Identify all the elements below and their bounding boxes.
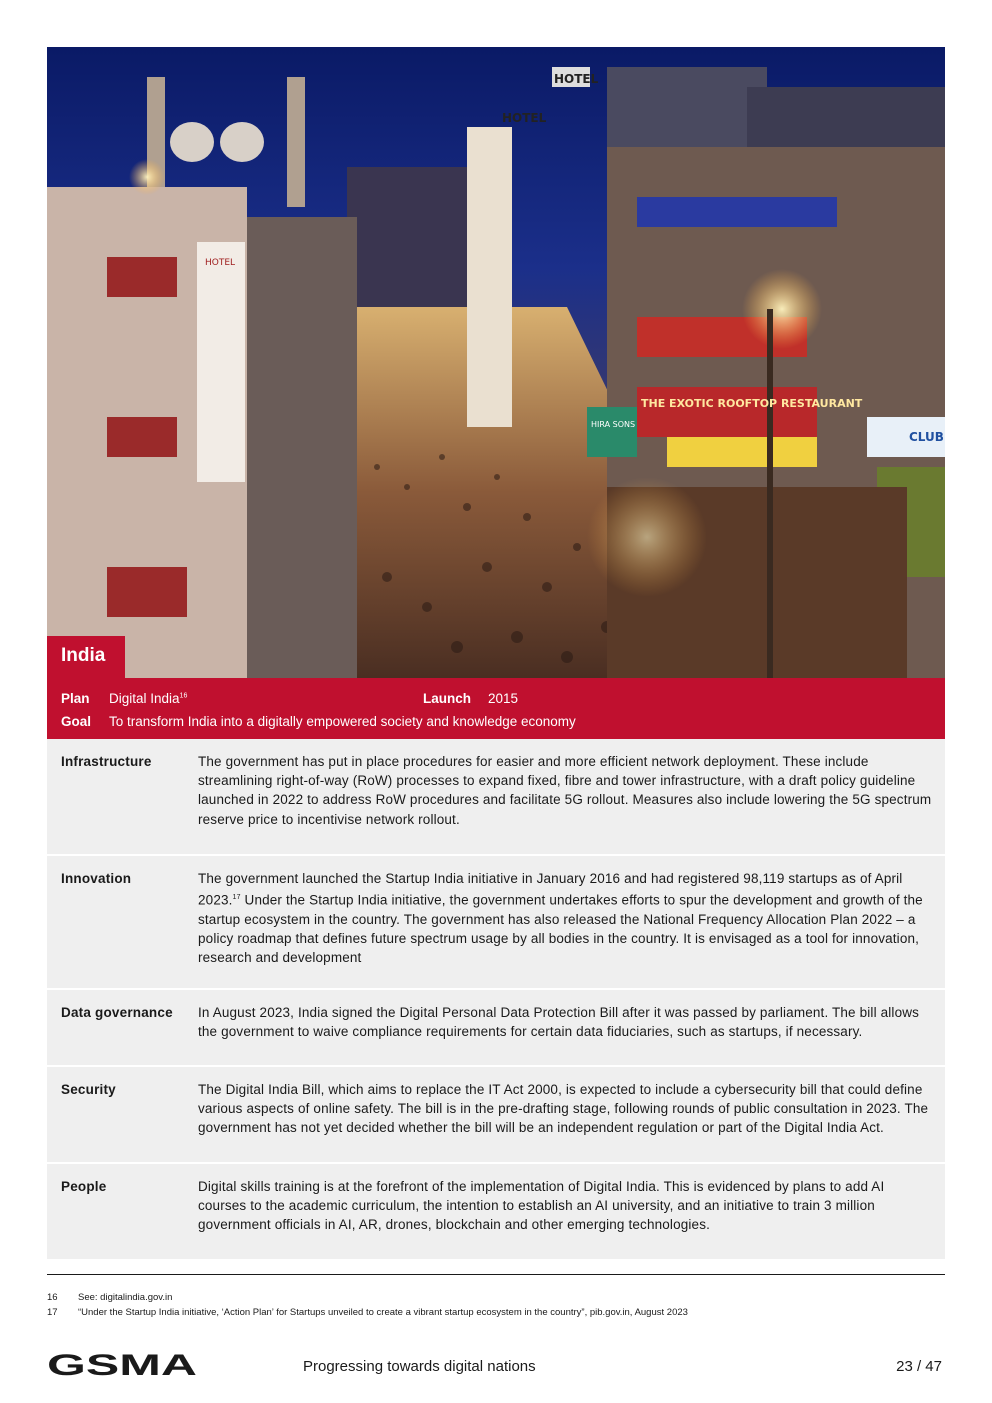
row-text [198, 869, 933, 968]
sign-club: CLUB [909, 430, 944, 444]
footnote-number: 16 [47, 1292, 58, 1303]
row-text: In August 2023, India signed the Digital Personal Data Protection Bill after it was passed by parliament. The bill allows the government to waive compliance requirements for certain data fiduciaries, such as startups, if necessary. [198, 1005, 920, 1040]
row-label: Infrastructure [61, 754, 152, 769]
plan-footnote-ref: 16 [179, 692, 188, 700]
policy-table [47, 739, 945, 1259]
sign-hotel-top: HOTEL [554, 72, 599, 86]
row-label: Security [61, 1082, 116, 1097]
sign-hotel-mid: HOTEL [502, 111, 547, 125]
plan-value [109, 691, 187, 706]
table-row-infrastructure [47, 739, 945, 856]
launch-label: Launch [423, 691, 472, 706]
launch-value: 2015 [488, 691, 519, 706]
row-text: The government has put in place procedures for easier and more efficient network deployment. These include streamlining right-of-way (RoW) processes to expand fixed, fibre and tower infrastructure, with a draft policy guideline launched in 2022 to address RoW procedures and facilitate 5G rollout. Measures also include lowering the 5G spectrum reserve price to incentivise network rollout. [198, 754, 932, 827]
table-row-innovation [47, 856, 945, 990]
row-text: The Digital India Bill, which aims to replace the IT Act 2000, is expected to include a cybersecurity bill that could define various aspects of online safety. The bill is in the pre-drafting stage, following rounds of public consultation in 2023. The government has not yet decided whether the bill will be an independent regulation or part of the Digital India Act. [198, 1082, 929, 1136]
sign-hotel-vertical: HOTEL [205, 258, 236, 268]
country-tag [47, 636, 125, 678]
footnote-text: See: digitalindia.gov.in [78, 1292, 173, 1303]
footnote-ref: 17 [232, 894, 241, 902]
row-label: Data governance [61, 1005, 173, 1020]
footnote-number: 17 [47, 1307, 58, 1318]
street-scene-illustration [47, 47, 945, 678]
footnote-divider [47, 1274, 945, 1275]
plan-label: Plan [61, 691, 90, 706]
footer-title: Progressing towards digital nations [303, 1358, 536, 1375]
gsma-logo [47, 1351, 199, 1382]
footnote-17 [47, 1307, 688, 1319]
table-row-data-governance [47, 990, 945, 1067]
row-text-part: The government launched the Startup India initiative in January 2016 and had registered 98,119 startups as of April 2023. [198, 871, 903, 908]
goal-value: To transform India into a digitally empowered society and knowledge economy [109, 714, 576, 729]
row-label: People [61, 1179, 107, 1194]
footnote-text: “Under the Startup India initiative, ‘Action Plan’ for Startups unveiled to create a vibrant startup ecosystem in the country”, pib.gov.in, August 2023 [78, 1307, 688, 1318]
plan-value-text: Digital India [109, 691, 180, 706]
row-text-part: Under the Startup India initiative, the government undertakes efforts to spur the development and growth of the startup ecosystem in the country. The government has also released the National Frequency Allocation Plan 2022 – a policy roadmap that defines future spectrum usage by all bodies in the country. It is envisaged as a tool for innovation, research and development [198, 892, 923, 966]
footnote-16 [47, 1292, 172, 1304]
sign-restaurant: THE EXOTIC ROOFTOP RESTAURANT [641, 397, 863, 410]
gsma-logo-text: GSMA [47, 1351, 197, 1377]
goal-label: Goal [61, 714, 92, 729]
table-row-people [47, 1164, 945, 1259]
country-name: India [61, 645, 106, 666]
page-number: 23 / 47 [896, 1358, 942, 1375]
row-label: Innovation [61, 871, 132, 886]
hero-photo [47, 47, 945, 678]
plan-band [47, 678, 945, 739]
row-text: Digital skills training is at the forefront of the implementation of Digital India. This is evidenced by plans to add AI courses to the academic curriculum, the intention to establish an AI university, and an initiative to train 3 million government officials in AI, AR, drones, blockchain and other emerging technologies. [198, 1179, 885, 1233]
sign-shop: HIRA SONS [591, 420, 636, 429]
table-row-security [47, 1067, 945, 1164]
